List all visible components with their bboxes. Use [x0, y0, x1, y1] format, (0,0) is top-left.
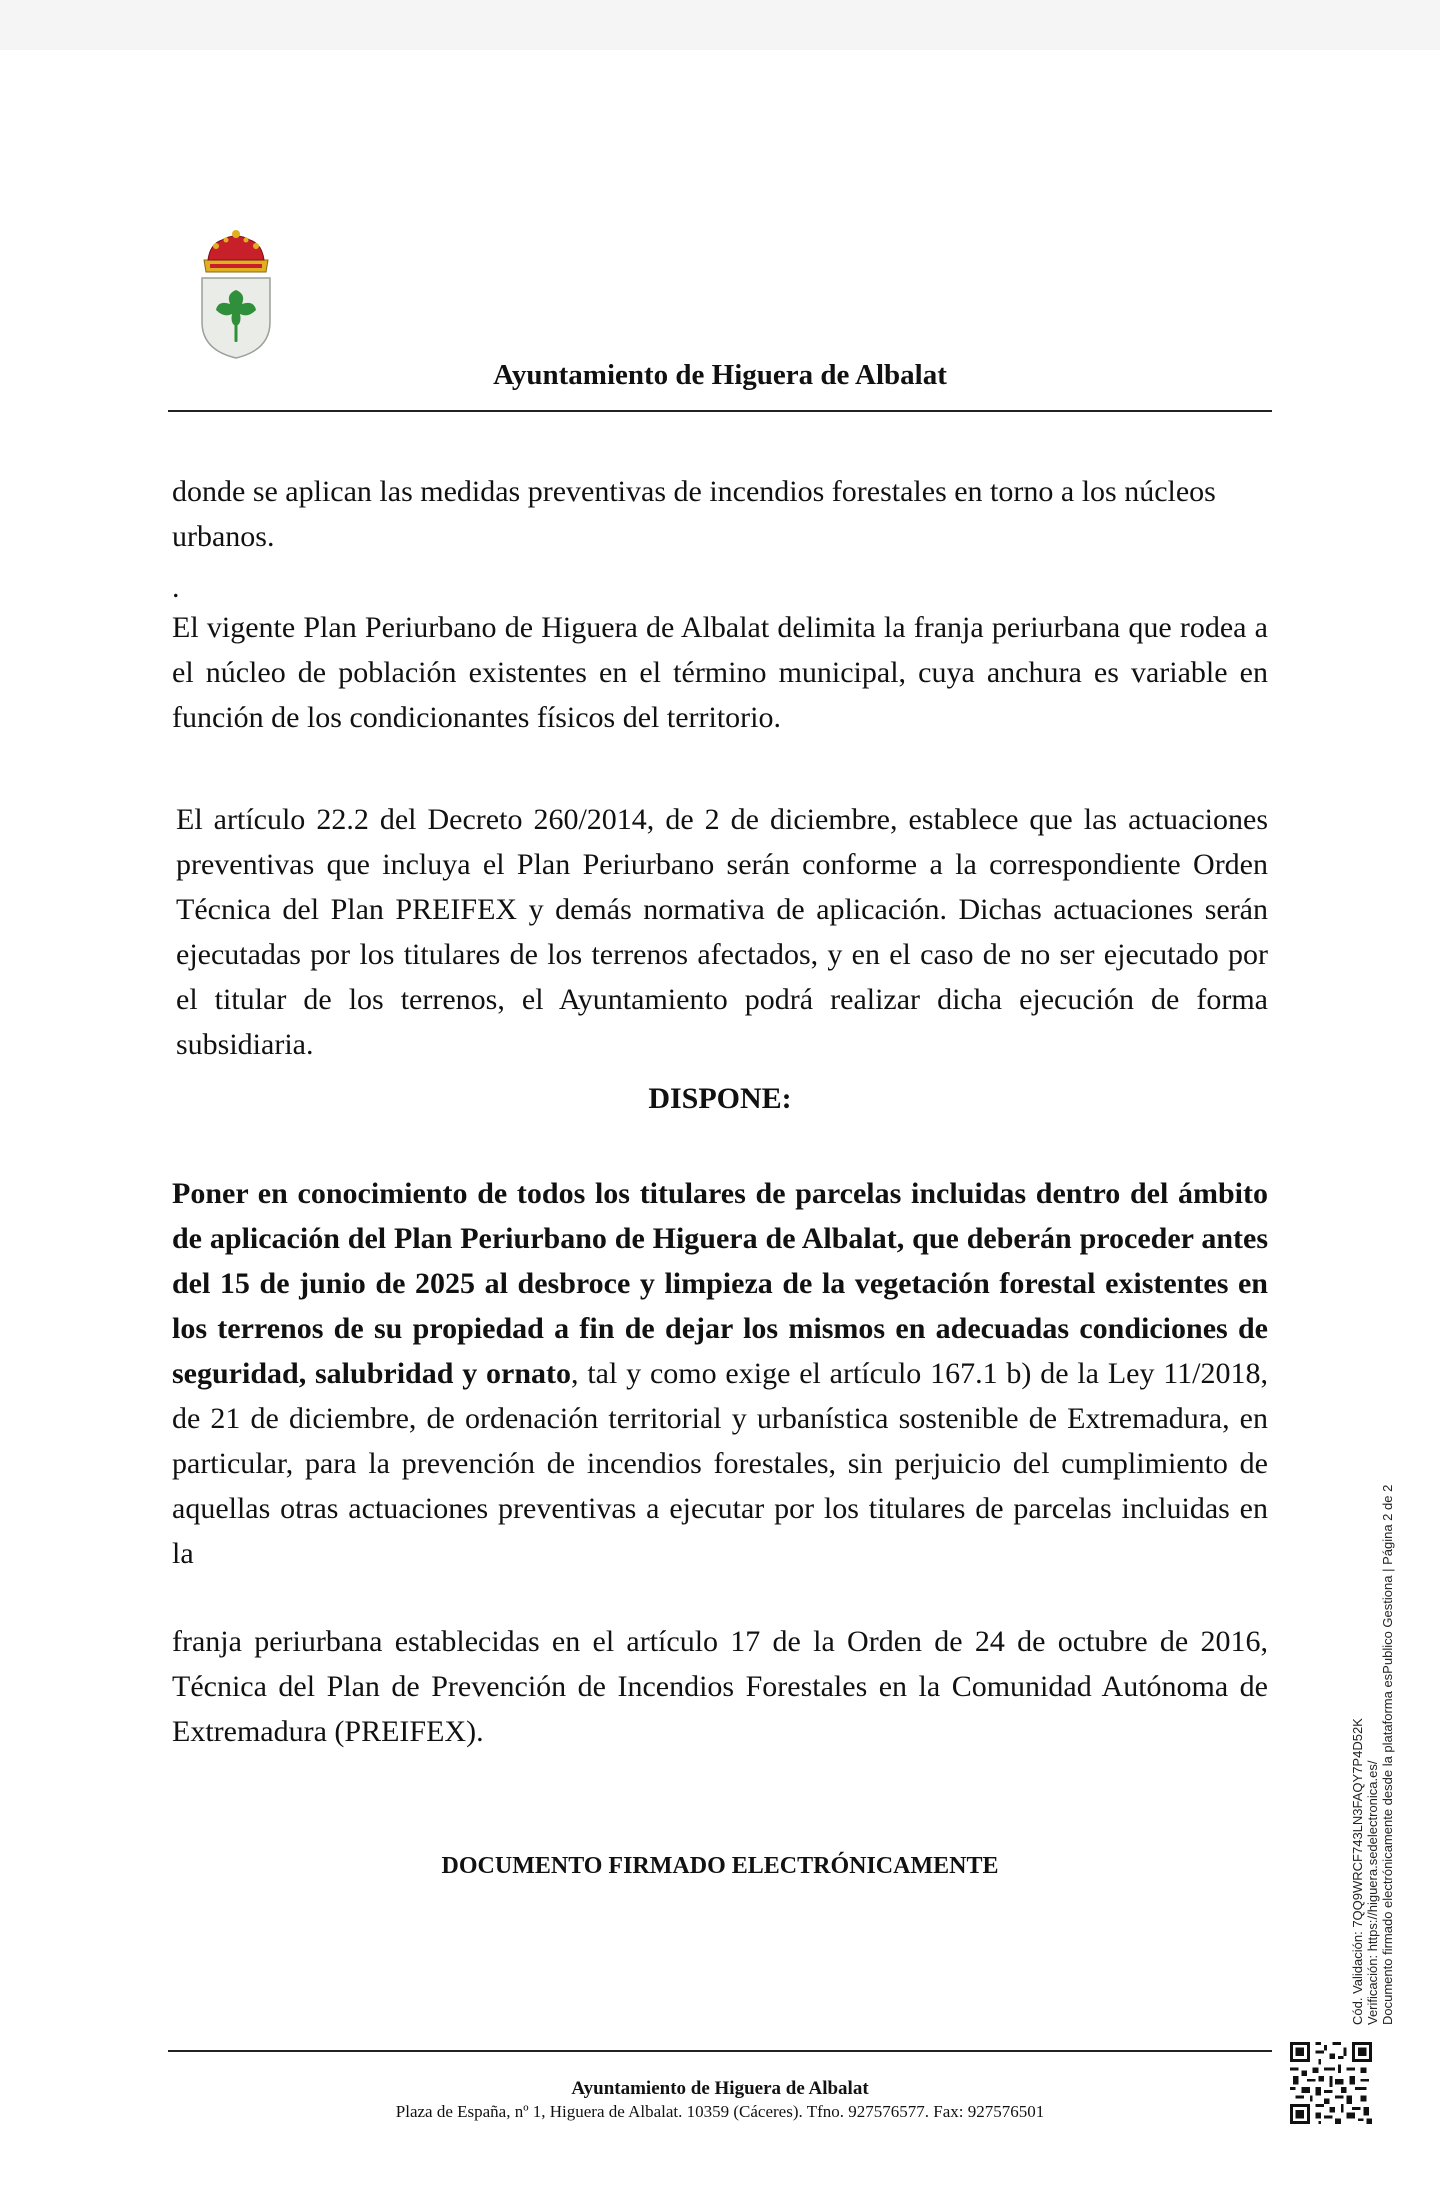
footer-address: Plaza de España, nº 1, Higuera de Albalat. 10359 (Cáceres). Tfno. 927576577. Fax: 927576501	[395, 2102, 1045, 2121]
header-title: Ayuntamiento de Higuera de Albalat	[493, 359, 947, 391]
signature-notice: DOCUMENTO FIRMADO ELECTRÓNICAMENTE	[441, 1853, 999, 1879]
verification-url: Verificación: https://higuera.sedelectronica.es/	[1365, 1760, 1380, 2025]
crown-icon	[204, 230, 268, 272]
disposition-regular-text: , tal y como exige el artículo 167.1 b) de la Ley 11/2018, de 21 de diciembre, de ordenación territorial y urbanística sostenible de Extremadura, en particular, para la prevención de incendios forestales, sin perjuicio del cumplimiento de aquellas otras actuaciones preventivas a ejecutar por los titulares de parcelas incluidas en la	[172, 1357, 1268, 1570]
paragraph-franja-periurbana: franja periurbana establecidas en el artículo 17 de la Orden de 24 de octubre de 2016, Técnica del Plan de Prevención de Incendios Forestales en la Comunidad Autónoma de Extremadura (PREIFEX).	[172, 1625, 1268, 1748]
coat-of-arms-logo	[196, 226, 276, 360]
validation-code: Cód. Validación: 7QQ9WRCF743LN3FAQY7P4D52K	[1350, 1718, 1365, 2025]
signature-platform-note: Documento firmado electrónicamente desde la plataforma esPublico Gestiona | Página 2 de 2	[1380, 1484, 1395, 2025]
paragraph-articulo-decreto: El artículo 22.2 del Decreto 260/2014, de 2 de diciembre, establece que las actuaciones preventivas que incluya el Plan Periurbano serán conforme a la correspondiente Orden Técnica del Plan PREIFEX y demás normativa de aplicación. Dichas actuaciones serán ejecutadas por los titulares de los terrenos afectados, y en el caso de no ser ejecutado por el titular de los terrenos, el Ayuntamiento podrá realizar dicha ejecución de forma subsidiaria.	[176, 803, 1268, 1061]
footer-title: Ayuntamiento de Higuera de Albalat	[571, 2078, 869, 2099]
footer-divider	[168, 2050, 1272, 2052]
dispone-heading: DISPONE:	[648, 1082, 792, 1115]
qr-code-icon[interactable]	[1290, 2042, 1372, 2124]
disposition-bold-text: Poner en conocimiento de todos los titulares de parcelas incluidas dentro del ámbito de aplicación del Plan Periurbano de Higuera de Albalat, que deberán proceder antes del 15 de junio de 2025 al desbroce y limpieza de la vegetación forestal existentes en los terrenos de su propiedad a fin de dejar los mismos en adecuadas condiciones de seguridad, salubridad y ornato	[172, 1177, 1268, 1390]
paragraph-continuation: donde se aplican las medidas preventivas de incendios forestales en torno a los núcleos urbanos.	[172, 475, 1216, 553]
validation-sidebar	[1326, 1425, 1395, 2025]
paragraph-plan-periurbano: El vigente Plan Periurbano de Higuera de Albalat delimita la franja periurbana que rodea a el núcleo de población existentes en el término municipal, cuya anchura es variable en función de los condicionantes físicos del territorio.	[172, 611, 1268, 734]
viewer-top-bar	[0, 0, 1440, 50]
paragraph-dot: .	[172, 571, 180, 604]
header-divider	[168, 410, 1272, 412]
paragraph-disposition	[172, 1171, 1268, 1576]
